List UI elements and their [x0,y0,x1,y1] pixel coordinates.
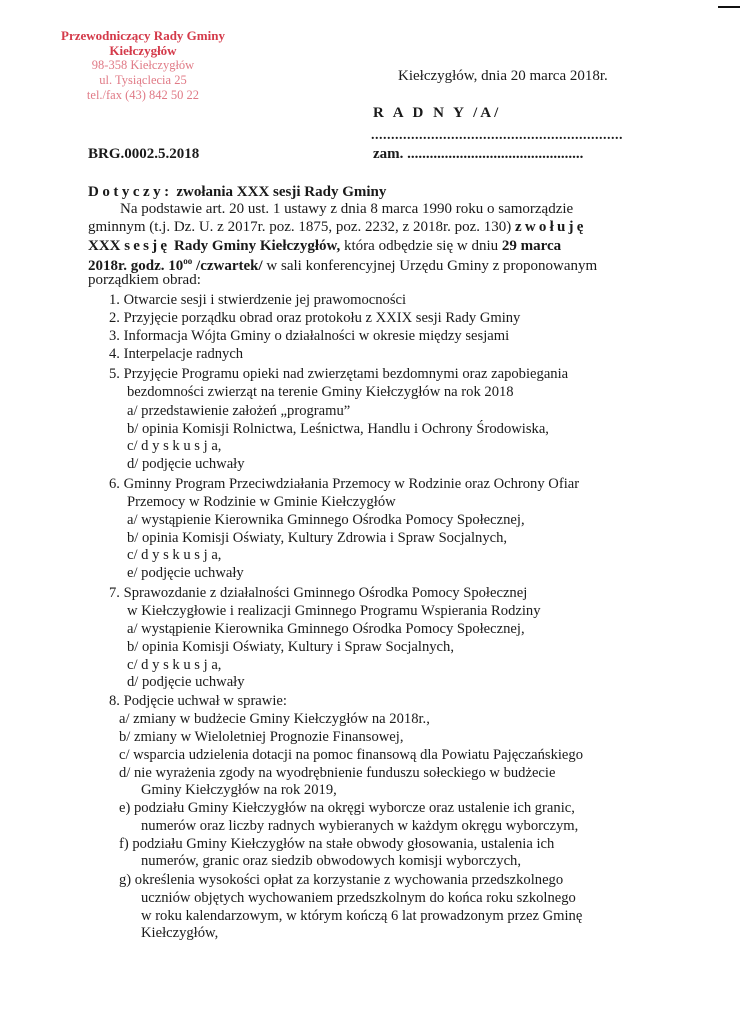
place-and-date: Kiełczygłów, dnia 20 marca 2018r. [398,68,608,84]
agenda-item-5: 5. Przyjęcie Programu opieki nad zwierzętami bezdomnymi oraz zapobiegania [109,366,569,382]
agenda-item-6e: e/ podjęcie uchwały [127,565,244,581]
intro-line-1: Na podstawie art. 20 ust. 1 ustawy z dnia 8 marca 1990 roku o samorządzie [120,201,574,217]
stamp-line-phone: tel./fax (43) 842 50 22 [86,88,200,102]
subject-line [88,184,386,201]
agenda-item-8a: a/ zmiany w budżecie Gminy Kiełczygłów na 2018r., [119,711,430,727]
agenda-item-4: 4. Interpelacje radnych [109,346,244,362]
agenda-item-6b: b/ opinia Komisji Oświaty, Kultury Zdrowia i Spraw Socjalnych, [127,530,508,546]
agenda-item-6: 6. Gminny Program Przeciwdziałania Przemocy w Rodzinie oraz Ochrony Ofiar [109,476,580,492]
agenda-item-6a: a/ wystąpienie Kierownika Gminnego Ośrodka Pomocy Społecznej, [127,512,525,528]
intro-time-minutes: oo [183,256,193,266]
address-line [373,146,583,163]
intro-line-2 [88,219,587,236]
agenda-item-5-cont: bezdomności zwierząt na terenie Gminy Kiełczygłów na rok 2018 [127,384,514,400]
intro-line-3 [88,238,561,255]
agenda-item-5d: d/ podjęcie uchwały [127,456,245,472]
intro-session-number: XXX [88,238,125,254]
stamp-line-title: Przewodniczący Rady Gminy [61,28,225,43]
agenda-item-7c: c/ d y s k u s j a, [127,657,222,673]
intro-date-phrase: która odbędzie się w dniu [340,238,502,254]
agenda-item-8f: f) podziału Gminy Kiełczygłów na stałe obwody głosowania, ustalenia ich [119,836,555,852]
agenda-item-8f-cont: numerów, granic oraz siedzib obwodowych komisji wyborczych, [141,853,522,869]
agenda-item-8g: g) określenia wysokości opłat za korzystanie z wychowania przedszkolnego [119,872,564,888]
agenda-item-8e-cont: numerów oraz liczby radnych wybieranych w każdym okręgu wyborczym, [141,818,579,834]
agenda-item-8g-cont-1: uczniów objętych wychowaniem przedszkolnym do końca roku szkolnego [141,890,576,906]
agenda-item-8d-cont: Gminy Kiełczygłów na rok 2019, [141,782,337,798]
agenda-item-8g-cont-2: w roku kalendarzowym, w którym kończą 6 lat prowadzonym przez Gminę [141,908,583,924]
stamp-line-street: ul. Tysiąclecia 25 [99,73,187,87]
intro-time: 2018r. godz. 10 [88,258,184,274]
agenda-item-8d: d/ nie wyrażenia zgody na wyodrębnienie funduszu sołeckiego w budżecie [119,765,556,781]
agenda-item-8e: e) podziału Gminy Kiełczygłów na okręgi wyborcze oraz ustalenie ich granic, [119,800,575,816]
agenda-item-5b: b/ opinia Komisji Rolnictwa, Leśnictwa, Handlu i Ochrony Środowiska, [127,421,549,437]
agenda-item-3: 3. Informacja Wójta Gminy o działalności w okresie między sesjami [109,328,510,344]
intro-line-5: porządkiem obrad: [88,272,201,288]
page-corner-mark [718,6,740,8]
agenda-item-7a: a/ wystąpienie Kierownika Gminnego Ośrodka Pomocy Społecznej, [127,621,525,637]
agenda-item-8c: c/ wsparcia udzielenia dotacji na pomoc finansową dla Powiatu Pajęczańskiego [119,747,583,763]
subject-label: Dotyczy: [88,184,173,200]
intro-date: 29 marca [501,238,562,254]
agenda-item-8g-cont-3: Kiełczygłów, [141,925,219,941]
address-label: zam. [373,146,404,162]
chairman-stamp [48,28,238,103]
agenda-item-7b: b/ opinia Komisji Oświaty, Kultury i Spraw Socjalnych, [127,639,454,655]
intro-legal-basis: gminnym (t.j. Dz. U. z 2017r. poz. 1875, poz. 2232, z 2018r. poz. 130) [88,219,516,235]
document-signature: BRG.0002.5.2018 [88,146,200,162]
agenda-item-8: 8. Podjęcie uchwał w sprawie: [109,693,287,709]
stamp-line-municipality: Kiełczygłów [109,43,177,58]
subject-text: zwołania XXX sesji Rady Gminy [176,184,387,200]
intro-convene-word: zwołuję [515,219,587,235]
agenda-item-5c: c/ d y s k u s j a, [127,438,222,454]
agenda-item-6c: c/ d y s k u s j a, [127,547,222,563]
intro-weekday: /czwartek/ [192,258,263,274]
intro-venue: w sali konferencyjnej Urzędu Gminy z proponowanym [262,258,598,274]
agenda-item-7: 7. Sprawozdanie z działalności Gminnego Ośrodka Pomocy Społecznej [109,585,528,601]
agenda-item-2: 2. Przyjęcie porządku obrad oraz protokołu z XXIX sesji Rady Gminy [109,310,521,326]
agenda-item-1: 1. Otwarcie sesji i stwierdzenie jej prawomocności [109,292,407,308]
intro-session-word: sesję [124,238,171,254]
agenda-item-7d: d/ podjęcie uchwały [127,674,245,690]
stamp-line-postcode: 98-358 Kiełczygłów [91,58,195,72]
agenda-item-8b: b/ zmiany w Wieloletniej Prognozie Finansowej, [119,729,404,745]
recipient-name-line: ............................................................... [371,128,623,143]
agenda-item-7-cont: w Kiełczygłowie i realizacji Gminnego Programu Wspierania Rodziny [127,603,541,619]
recipient-label: R A D N Y /A/ [373,105,502,121]
agenda-item-5a: a/ przedstawienie założeń „programu” [127,403,351,419]
agenda-item-6-cont: Przemocy w Rodzinie w Gminie Kiełczygłów [127,494,396,510]
address-dots: ............................................... [403,146,584,162]
intro-council-name: Rady Gminy Kiełczygłów, [170,238,341,254]
